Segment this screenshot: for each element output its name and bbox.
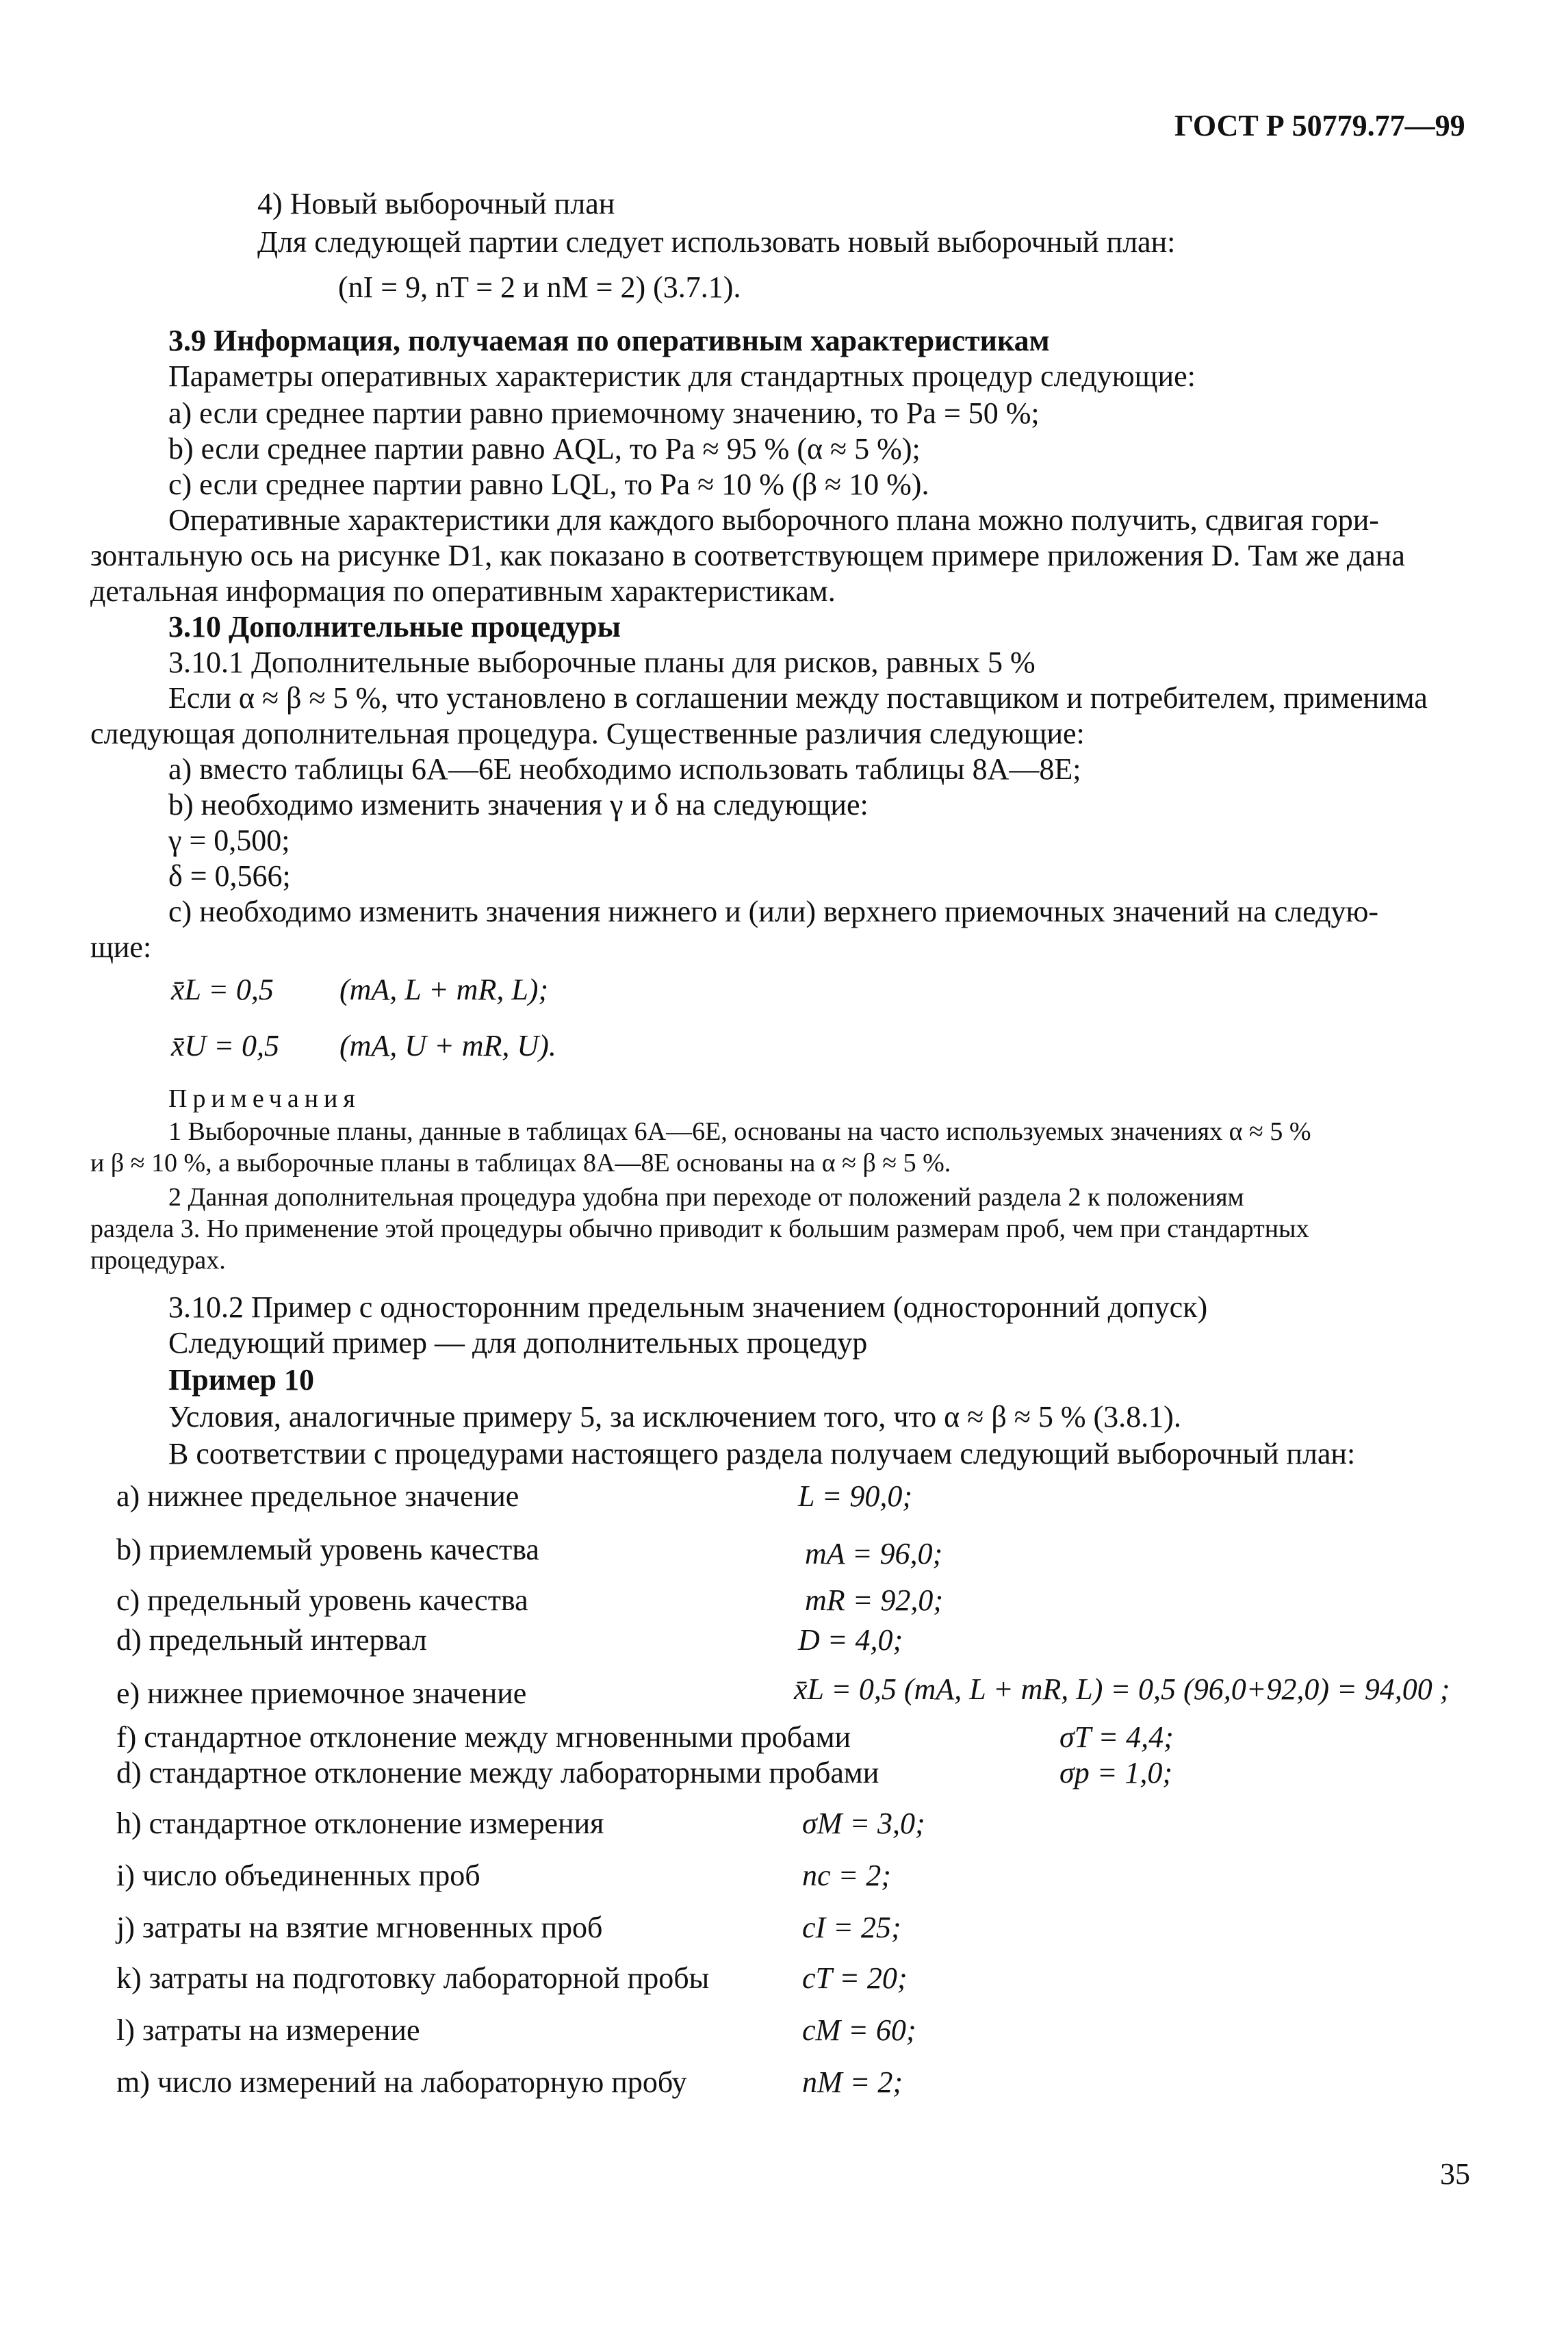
plan-item-label: l) затраты на измерение [116, 2013, 420, 2047]
note-2-line-3: процедурах. [90, 1246, 226, 1275]
formula-xl-rhs: (mA, L + mR, L); [339, 973, 549, 1006]
page-number: 35 [1440, 2157, 1470, 2191]
new-plan-text: Для следующей партии следует использовать новый выборочный план: [257, 225, 1176, 259]
section-3-9-heading: 3.9 Информация, получаемая по оперативным характеристикам [168, 324, 1050, 357]
s39-paragraph-line-2: зонтальную ось на рисунке D1, как показано в соответствующем примере приложения D. Там же дана [90, 539, 1405, 572]
plan-item-label: k) затраты на подготовку лабораторной пробы [116, 1961, 710, 1995]
plan-item-value: mA = 96,0; [805, 1537, 943, 1570]
plan-item-label: e) нижнее приемочное значение [116, 1677, 527, 1710]
note-2-line-2: раздела 3. Но применение этой процедуры обычно приводит к большим размерам проб, чем при стандартных [90, 1214, 1309, 1243]
new-plan-formula: (nI = 9, nT = 2 и nM = 2) (3.7.1). [338, 270, 741, 304]
note-1-line-1: 1 Выборочные планы, данные в таблицах 6А—6Е, основаны на часто используемых значениях α ≈ 5 % [168, 1117, 1311, 1146]
plan-item-value: nM = 2; [802, 2065, 903, 2099]
plan-item-value: cI = 25; [802, 1911, 901, 1944]
s39-paragraph-line-1: Оперативные характеристики для каждого выборочного плана можно получить, сдвигая гори- [168, 503, 1379, 537]
plan-item-label: c) предельный уровень качества [116, 1583, 528, 1617]
s39-intro: Параметры оперативных характеристик для стандартных процедур следующие: [168, 359, 1196, 393]
example-10-heading: Пример 10 [168, 1363, 315, 1397]
plan-item-value: L = 90,0; [798, 1479, 913, 1513]
s39-item-a: a) если среднее партии равно приемочному значению, то Pa = 50 %; [168, 396, 1040, 430]
plan-item-label: j) затраты на взятие мгновенных проб [116, 1911, 603, 1944]
example-line-2: В соответствии с процедурами настоящего раздела получаем следующий выборочный план: [168, 1437, 1356, 1470]
plan-item-value: cT = 20; [802, 1961, 908, 1995]
plan-item-value: nc = 2; [802, 1859, 891, 1892]
s3101-item-a: a) вместо таблицы 6А—6Е необходимо использовать таблицы 8А—8Е; [168, 752, 1081, 786]
formula-xu-rhs: (mA, U + mR, U). [339, 1029, 556, 1062]
new-plan-title: 4) Новый выборочный план [257, 187, 615, 220]
s39-paragraph-line-3: детальная информация по оперативным характеристикам. [90, 574, 836, 608]
plan-item-label: d) стандартное отклонение между лабораторными пробами [116, 1756, 879, 1789]
formula-xl-lhs: x̄L = 0,5 [171, 973, 274, 1006]
section-3-10-heading: 3.10 Дополнительные процедуры [168, 610, 621, 644]
plan-item-label: i) число объединенных проб [116, 1859, 480, 1892]
notes-heading: Примечания [168, 1084, 361, 1113]
delta-value: δ = 0,566; [168, 859, 291, 893]
plan-item-value: σT = 4,4; [1059, 1720, 1174, 1754]
example-line-1: Условия, аналогичные примеру 5, за исключением того, что α ≈ β ≈ 5 % (3.8.1). [168, 1400, 1181, 1434]
note-2-line-1: 2 Данная дополнительная процедура удобна при переходе от положений раздела 2 к положениям [168, 1183, 1244, 1212]
plan-item-value: σM = 3,0; [802, 1807, 925, 1840]
s3101-item-b: b) необходимо изменить значения γ и δ на следующие: [168, 788, 869, 821]
plan-item-value: x̄L = 0,5 (mA, L + mR, L) = 0,5 (96,0+92,0) = 94,00 ; [794, 1672, 1450, 1706]
plan-item-label: h) стандартное отклонение измерения [116, 1807, 604, 1840]
plan-item-value: cM = 60; [802, 2013, 916, 2047]
plan-item-label: m) число измерений на лабораторную пробу [116, 2065, 687, 2099]
plan-item-label: d) предельный интервал [116, 1623, 427, 1657]
s3101-line-2: следующая дополнительная процедура. Существенные различия следующие: [90, 717, 1085, 750]
s3101-item-c-line-2: щие: [90, 930, 152, 964]
s3101-item-c-line-1: c) необходимо изменить значения нижнего и (или) верхнего приемочных значений на следую- [168, 895, 1379, 928]
plan-item-label: b) приемлемый уровень качества [116, 1533, 539, 1566]
subsection-3-10-2: 3.10.2 Пример с односторонним предельным значением (односторонний допуск) [168, 1290, 1208, 1324]
plan-item-label: f) стандартное отклонение между мгновенными пробами [116, 1720, 851, 1754]
document-id: ГОСТ Р 50779.77—99 [1174, 109, 1465, 142]
subsection-3-10-1: 3.10.1 Дополнительные выборочные планы для рисков, равных 5 % [168, 646, 1036, 679]
plan-item-value: mR = 92,0; [805, 1583, 943, 1617]
s39-item-c: c) если среднее партии равно LQL, то Pa ≈ 10 % (β ≈ 10 %). [168, 468, 929, 501]
gamma-value: γ = 0,500; [168, 824, 290, 857]
note-1-line-2: и β ≈ 10 %, а выборочные планы в таблицах 8А—8Е основаны на α ≈ β ≈ 5 %. [90, 1149, 951, 1177]
plan-item-label: a) нижнее предельное значение [116, 1479, 519, 1513]
plan-item-value: σp = 1,0; [1059, 1756, 1173, 1789]
s3102-text: Следующий пример — для дополнительных процедур [168, 1326, 868, 1360]
plan-item-value: D = 4,0; [798, 1623, 903, 1657]
s3101-line-1: Если α ≈ β ≈ 5 %, что установлено в соглашении между поставщиком и потребителем, применима [168, 681, 1428, 715]
s39-item-b: b) если среднее партии равно AQL, то Pa ≈ 95 % (α ≈ 5 %); [168, 432, 921, 466]
formula-xu-lhs: x̄U = 0,5 [171, 1029, 279, 1062]
